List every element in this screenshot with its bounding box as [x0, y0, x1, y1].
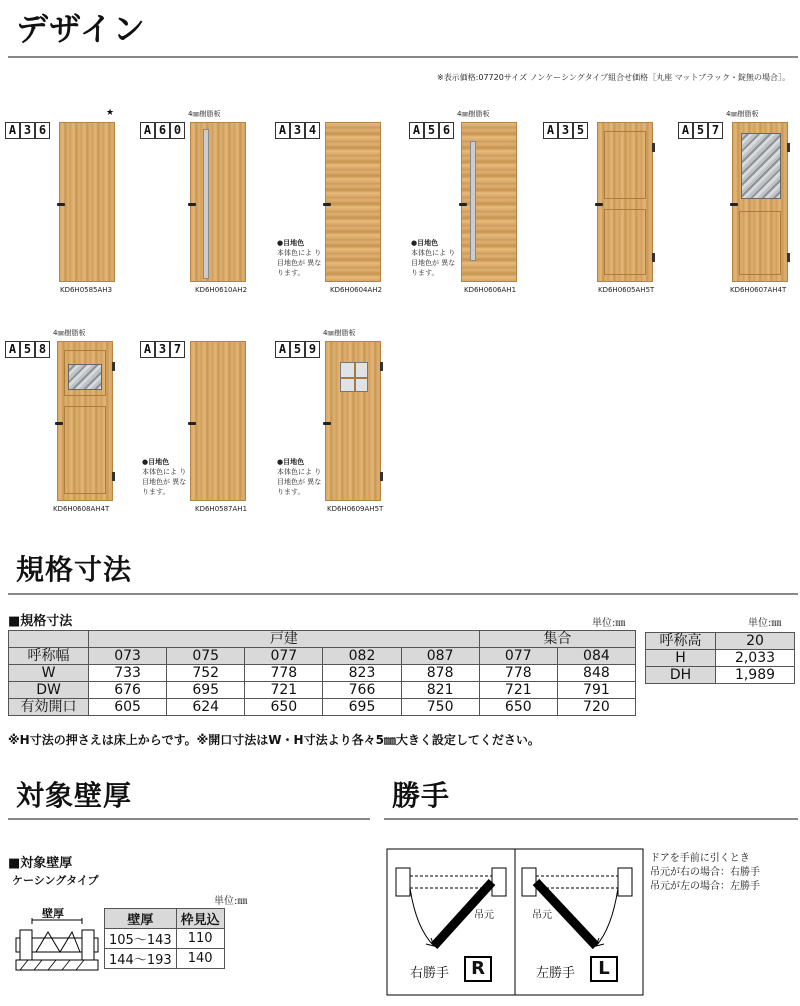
- left-hand-letter: L: [590, 956, 618, 982]
- glass-note: 4㎜樹脂板: [457, 110, 490, 118]
- height-unit: 単位:㎜: [748, 618, 782, 629]
- model-number: KD6H0604AH2: [330, 286, 383, 294]
- model-code-badge: A 3 6: [5, 122, 50, 139]
- specs-label: ■規格寸法: [8, 614, 73, 629]
- model-number: KD6H0610AH2: [195, 286, 248, 294]
- door-illustration: [461, 122, 517, 282]
- table-row: W 733 752 778 823 878 778 848: [9, 665, 636, 682]
- model-number: KD6H0607AH4T: [730, 286, 787, 294]
- door-item-a56[interactable]: [409, 110, 539, 297]
- section-rule: [384, 818, 798, 820]
- door-item-a58[interactable]: [5, 329, 135, 516]
- glass-note: 4㎜樹脂板: [726, 110, 759, 118]
- door-item-a37[interactable]: [140, 341, 270, 516]
- joint-color-note: ●目地色 本体色によ り目地色が 異なります。: [277, 458, 322, 496]
- model-code-badge: A 5 9: [275, 341, 320, 358]
- glass-note: 4㎜樹脂板: [53, 329, 86, 337]
- section-title-design: デザイン: [16, 10, 146, 48]
- joint-color-note: ●目地色 本体色によ り目地色が 異なります。: [142, 458, 187, 496]
- spec-table: [8, 630, 636, 716]
- right-hand-label: 右勝手: [410, 966, 450, 981]
- right-hand-letter: R: [464, 956, 492, 982]
- model-number: KD6H0609AH5T: [327, 505, 384, 513]
- model-code-badge: A 5 6: [409, 122, 454, 139]
- glass-note: 4㎜樹脂板: [188, 110, 221, 118]
- specs-unit: 単位:㎜: [592, 618, 626, 629]
- door-item-a36[interactable]: [5, 108, 135, 297]
- price-note: ※表示価格:07720サイズ ノンケーシングタイプ組合せ価格［丸座 マットブラック・錠無の場合］。: [436, 73, 790, 82]
- door-illustration: [732, 122, 788, 282]
- table-row: 壁厚 枠見込: [105, 909, 225, 929]
- model-number: KD6H0608AH4T: [53, 505, 110, 513]
- wall-section-diagram: [14, 918, 100, 974]
- door-illustration: [190, 122, 246, 282]
- model-code-badge: A 3 4: [275, 122, 320, 139]
- table-row: H 2,033: [646, 650, 795, 667]
- door-illustration: [59, 122, 115, 282]
- table-row: DH 1,989: [646, 667, 795, 684]
- group-collective: 集合: [479, 631, 635, 648]
- table-row: 144〜193 140: [105, 949, 225, 969]
- section-title-wall: 対象壁厚: [16, 779, 133, 812]
- model-code-badge: A 6 0: [140, 122, 185, 139]
- model-number: KD6H0587AH1: [195, 505, 248, 513]
- table-row: 呼称高 20: [646, 633, 795, 650]
- door-illustration: [325, 341, 381, 501]
- door-illustration: [57, 341, 113, 501]
- door-item-a35[interactable]: [543, 122, 673, 297]
- table-row: 呼称幅 073 075 077 082 087 077 084: [9, 648, 636, 665]
- section-title-swing: 勝手: [392, 779, 451, 812]
- door-illustration: [190, 341, 246, 501]
- model-code-badge: A 5 7: [678, 122, 723, 139]
- joint-color-note: ●目地色 本体色によ り目地色が 異なります。: [277, 239, 322, 277]
- section-rule: [8, 818, 370, 820]
- wall-subtitle: ケーシングタイプ: [12, 874, 99, 887]
- hinge-label-left: 吊元: [532, 910, 552, 921]
- swing-notes: ドアを手前に引くとき 吊元が右の場合：右勝手 吊元が左の場合：左勝手: [650, 853, 760, 892]
- door-illustration: [597, 122, 653, 282]
- left-hand-label: 左勝手: [536, 966, 576, 981]
- door-item-a59[interactable]: [275, 329, 405, 516]
- table-row: 105〜143 110: [105, 929, 225, 949]
- spec-footnote: ※H寸法の押さえは床上からです。※開口寸法はW・H寸法より各々5㎜大きく設定してください。: [8, 733, 540, 747]
- door-item-a60[interactable]: [140, 110, 270, 297]
- model-code-badge: A 3 5: [543, 122, 588, 139]
- section-title-specs: 規格寸法: [16, 553, 133, 586]
- wall-table: [104, 908, 225, 969]
- door-item-a34[interactable]: [275, 122, 405, 297]
- door-illustration: [325, 122, 381, 282]
- wall-unit: 単位:㎜: [214, 896, 248, 907]
- model-code-badge: A 5 8: [5, 341, 50, 358]
- hinge-label-right: 吊元: [474, 910, 494, 921]
- model-code-badge: A 3 7: [140, 341, 185, 358]
- star-mark: ★: [106, 108, 115, 118]
- table-row: DW 676 695 721 766 821 721 791: [9, 682, 636, 699]
- wall-diagram-label: 壁厚: [42, 907, 64, 920]
- joint-color-note: ●目地色 本体色によ り目地色が 異なります。: [411, 239, 456, 277]
- model-number: KD6H0606AH1: [464, 286, 517, 294]
- group-detached: 戸建: [89, 631, 480, 648]
- section-rule: [8, 56, 798, 58]
- model-number: KD6H0585AH3: [60, 286, 113, 294]
- model-number: KD6H0605AH5T: [598, 286, 655, 294]
- wall-label: ■対象壁厚: [8, 856, 73, 871]
- table-row: 有効開口 605 624 650 695 750 650 720: [9, 699, 636, 716]
- glass-note: 4㎜樹脂板: [323, 329, 356, 337]
- door-item-a57[interactable]: [678, 110, 800, 297]
- height-table: [645, 632, 795, 684]
- section-rule: [8, 593, 798, 595]
